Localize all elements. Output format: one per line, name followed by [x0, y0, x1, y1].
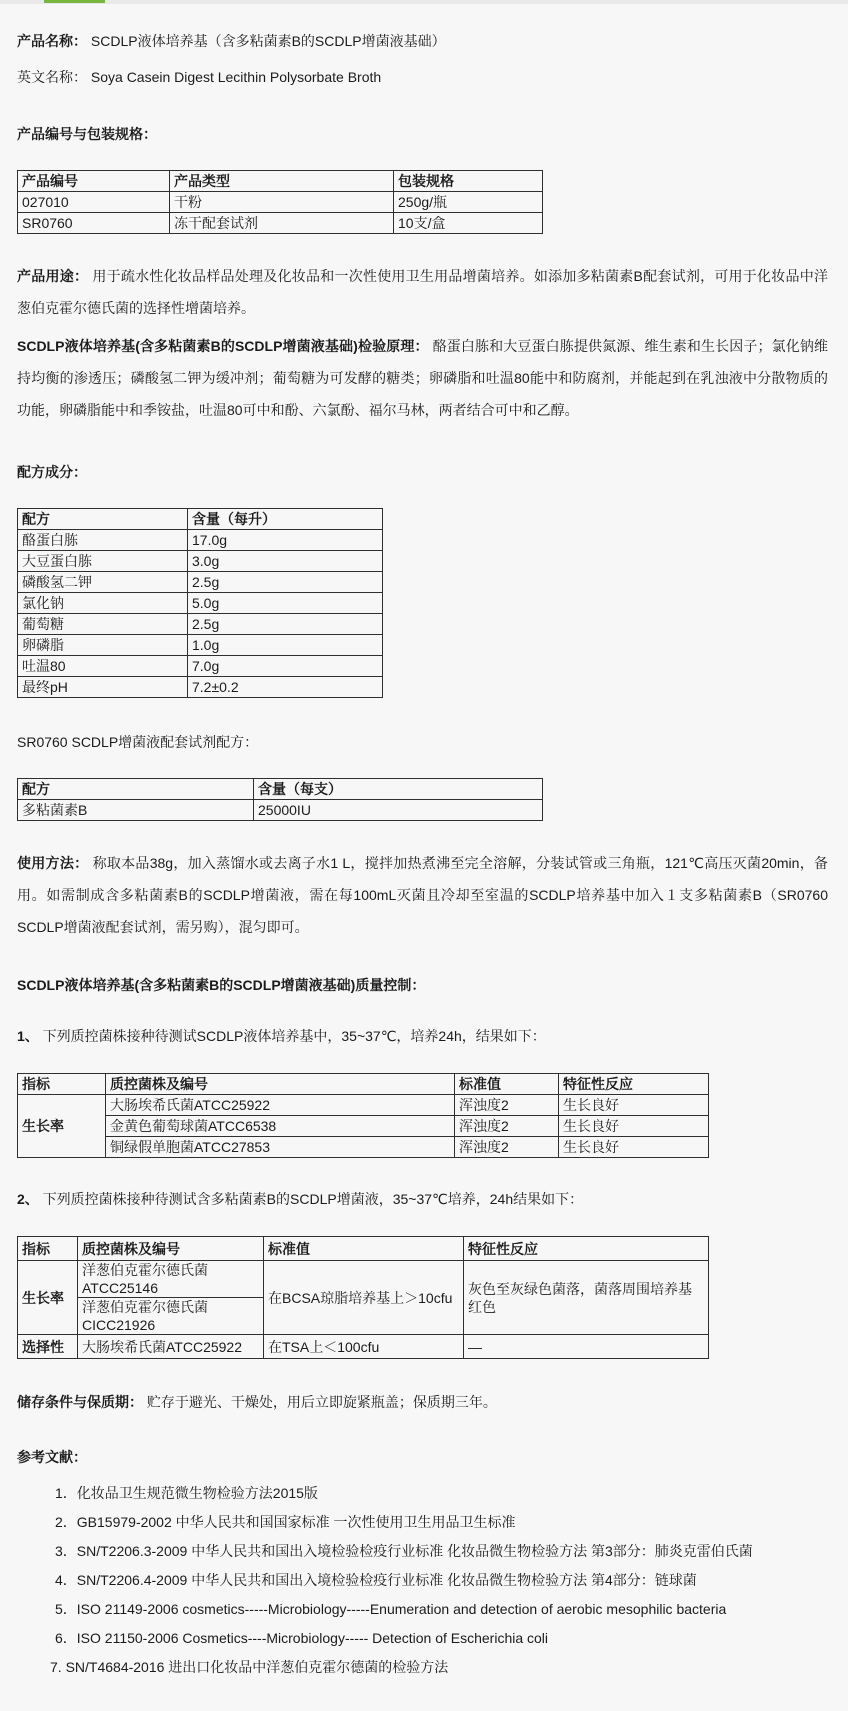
usage-purpose-text: 用于疏水性化妆品样品处理及化妆品和一次性使用卫生用品增菌培养。如添加多粘菌素B配套试剂，可用于化妆品中洋葱伯克霍尔德氏菌的选择性增菌培养。 — [17, 268, 829, 316]
table-row — [18, 1335, 709, 1359]
column-header: 配方 — [18, 779, 254, 800]
cell-ingredient: 最终pH — [18, 677, 188, 698]
table-header-row — [18, 1237, 709, 1261]
cell-reaction: 灰色至灰绿色菌落，菌落周围培养基红色 — [464, 1261, 709, 1335]
cell-ingredient: 磷酸氢二钾 — [18, 572, 188, 593]
column-header: 产品编号 — [18, 171, 170, 192]
cell-ingredient: 酪蛋白胨 — [18, 530, 188, 551]
formula-heading: 配方成分： — [17, 464, 87, 480]
cell-strain: 大肠埃希氏菌ATCC25922 — [106, 1095, 455, 1116]
product-name-line — [17, 30, 828, 52]
cell-strain: 洋葱伯克霍尔德氏菌ATCC25146 — [78, 1261, 264, 1298]
cell-standard: 浑浊度2 — [455, 1137, 559, 1158]
column-header: 产品类型 — [170, 171, 394, 192]
cell-pack-spec: 10支/盒 — [394, 213, 543, 234]
cell-product-type: 干粉 — [170, 192, 394, 213]
cell-ingredient: 吐温80 — [18, 656, 188, 677]
principle-text: 酪蛋白胨和大豆蛋白胨提供氮源、维生素和生长因子；氯化钠维持均衡的渗透压；磷酸氢二钾为缓冲剂；葡萄糖为可发酵的糖类；卵磷脂和吐温80能中和防腐剂，并能起到在乳浊液中分散物质的功能，卵磷脂能中和季铵盐，吐温80可中和酚、六氯酚、福尔马林，两者结合可中和乙醇。 — [17, 338, 828, 418]
storage-text: 贮存于避光、干燥处，用后立即旋紧瓶盖；保质期三年。 — [146, 1394, 497, 1410]
table-row — [18, 1261, 709, 1298]
table-row — [18, 1137, 709, 1158]
packaging-heading: 产品编号与包装规格： — [17, 126, 157, 142]
storage-label: 储存条件与保质期： — [17, 1394, 143, 1410]
cell-indicator: 生长率 — [18, 1261, 78, 1335]
cell-standard: 浑浊度2 — [455, 1095, 559, 1116]
column-header: 配方 — [18, 509, 188, 530]
cell-amount: 7.2±0.2 — [188, 677, 383, 698]
reference-item: 6．ISO 21150-2006 Cosmetics----Microbiology----- Detection of Escherichia coli — [55, 1630, 549, 1646]
table-row — [18, 593, 383, 614]
table-row — [18, 572, 383, 593]
usage-purpose-paragraph — [17, 260, 828, 324]
qc-test1-line — [17, 1025, 828, 1047]
references-list — [17, 1483, 828, 1677]
cell-amount: 2.5g — [188, 614, 383, 635]
qc-test1-text: 下列质控菌株接种待测试SCDLP液体培养基中，35~37℃，培养24h，结果如下： — [42, 1028, 546, 1044]
references-heading: 参考文献： — [17, 1449, 87, 1465]
packaging-table — [17, 170, 543, 234]
cell-product-code: SR0760 — [18, 213, 170, 234]
cell-indicator: 选择性 — [18, 1335, 78, 1359]
cell-amount: 25000IU — [254, 800, 543, 821]
cell-ingredient: 卵磷脂 — [18, 635, 188, 656]
column-header: 指标 — [18, 1237, 78, 1261]
instructions-text: 称取本品38g，加入蒸馏水或去离子水1 L，搅拌加热煮沸至完全溶解，分装试管或三角瓶，121℃高压灭菌20min，备用。如需制成含多粘菌素B的SCDLP增菌液，需在每100mL灭菌且冷却至室温的SCDLP培养基中加入１支多粘菌素B（SR0760 SCDLP增菌液配套试剂，需另购），混匀即可。 — [17, 855, 829, 935]
active-tab-indicator — [44, 0, 105, 3]
cell-ingredient: 葡萄糖 — [18, 614, 188, 635]
cell-ingredient: 氯化钠 — [18, 593, 188, 614]
cell-ingredient: 多粘菌素B — [18, 800, 254, 821]
english-name-value: Soya Casein Digest Lecithin Polysorbate Broth — [90, 69, 382, 85]
cell-reaction: 生长良好 — [559, 1095, 709, 1116]
cell-strain: 铜绿假单胞菌ATCC27853 — [106, 1137, 455, 1158]
table-header-row — [18, 779, 543, 800]
column-header: 指标 — [18, 1074, 106, 1095]
qc-test2-text: 下列质控菌株接种待测试含多粘菌素B的SCDLP增菌液，35~37℃培养，24h结果如下： — [42, 1191, 584, 1207]
column-header: 含量（每升） — [188, 509, 383, 530]
qc-test1-number: 1、 — [17, 1028, 39, 1044]
column-header: 含量（每支） — [254, 779, 543, 800]
table-row — [18, 677, 383, 698]
cell-strain: 洋葱伯克霍尔德氏菌CICC21926 — [78, 1298, 264, 1335]
storage-paragraph — [17, 1391, 828, 1413]
cell-product-code: 027010 — [18, 192, 170, 213]
table-row — [18, 614, 383, 635]
column-header: 特征性反应 — [464, 1237, 709, 1261]
quality-control-heading: SCDLP液体培养基(含多粘菌素B的SCDLP增菌液基础)质量控制： — [17, 977, 426, 993]
cell-amount: 2.5g — [188, 572, 383, 593]
column-header: 特征性反应 — [559, 1074, 709, 1095]
instructions-label: 使用方法： — [17, 855, 89, 871]
table-row — [18, 1116, 709, 1137]
reference-item: 4．SN/T2206.4-2009 中华人民共和国出入境检验检疫行业标准 化妆品微生物检验方法 第4部分：链球菌 — [55, 1572, 697, 1588]
table-row — [18, 551, 383, 572]
product-spec-document — [0, 30, 848, 1711]
sr0760-table — [17, 778, 543, 821]
reference-item: 1．化妆品卫生规范微生物检验方法2015版 — [55, 1485, 318, 1501]
column-header: 标准值 — [455, 1074, 559, 1095]
table-row — [18, 656, 383, 677]
reference-item: 3．SN/T2206.3-2009 中华人民共和国出入境检验检疫行业标准 化妆品微生物检验方法 第3部分：肺炎克雷伯氏菌 — [55, 1543, 753, 1559]
principle-label: SCDLP液体培养基(含多粘菌素B的SCDLP增菌液基础)检验原理： — [17, 338, 429, 354]
qc-test2-line — [17, 1188, 828, 1210]
table-header-row — [18, 1074, 709, 1095]
qc-test2-table — [17, 1236, 709, 1359]
formula-table — [17, 508, 383, 698]
english-name-line — [17, 66, 828, 88]
qc-test1-table — [17, 1073, 709, 1158]
cell-reaction: 生长良好 — [559, 1137, 709, 1158]
column-header: 质控菌株及编号 — [106, 1074, 455, 1095]
cell-standard: 浑浊度2 — [455, 1116, 559, 1137]
table-header-row — [18, 171, 543, 192]
reference-item: 2．GB15979-2002 中华人民共和国国家标准 一次性使用卫生用品卫生标准 — [55, 1514, 516, 1530]
table-row — [18, 1095, 709, 1116]
cell-standard: 在BCSA琼脂培养基上＞10cfu — [264, 1261, 464, 1335]
cell-standard: 在TSA上＜100cfu — [264, 1335, 464, 1359]
sr0760-heading: SR0760 SCDLP增菌液配套试剂配方： — [17, 734, 259, 750]
product-name-label: 产品名称： — [17, 33, 87, 49]
column-header: 包装规格 — [394, 171, 543, 192]
product-name-value: SCDLP液体培养基（含多粘菌素B的SCDLP增菌液基础） — [90, 33, 446, 49]
cell-pack-spec: 250g/瓶 — [394, 192, 543, 213]
usage-purpose-label: 产品用途： — [17, 268, 89, 284]
english-name-label: 英文名称： — [17, 69, 87, 85]
cell-product-type: 冻干配套试剂 — [170, 213, 394, 234]
cell-amount: 17.0g — [188, 530, 383, 551]
table-row — [18, 530, 383, 551]
cell-amount: 3.0g — [188, 551, 383, 572]
qc-test2-number: 2、 — [17, 1191, 39, 1207]
table-header-row — [18, 509, 383, 530]
table-row — [18, 213, 543, 234]
table-row — [18, 800, 543, 821]
cell-amount: 1.0g — [188, 635, 383, 656]
browser-tab-strip — [0, 0, 848, 4]
cell-ingredient: 大豆蛋白胨 — [18, 551, 188, 572]
column-header: 标准值 — [264, 1237, 464, 1261]
table-row — [18, 635, 383, 656]
cell-amount: 7.0g — [188, 656, 383, 677]
cell-strain: 大肠埃希氏菌ATCC25922 — [78, 1335, 264, 1359]
reference-item: 7. SN/T4684-2016 进出口化妆品中洋葱伯克霍尔德菌的检验方法 — [50, 1659, 449, 1675]
column-header: 质控菌株及编号 — [78, 1237, 264, 1261]
reference-item: 5．ISO 21149-2006 cosmetics-----Microbiology-----Enumeration and detection of aerobic mesophilic bacteria — [55, 1601, 727, 1617]
instructions-paragraph — [17, 847, 828, 943]
table-row — [18, 192, 543, 213]
principle-paragraph — [17, 330, 828, 426]
cell-strain: 金黄色葡萄球菌ATCC6538 — [106, 1116, 455, 1137]
cell-reaction: 生长良好 — [559, 1116, 709, 1137]
cell-indicator: 生长率 — [18, 1095, 106, 1158]
cell-amount: 5.0g — [188, 593, 383, 614]
cell-reaction: — — [464, 1335, 709, 1359]
